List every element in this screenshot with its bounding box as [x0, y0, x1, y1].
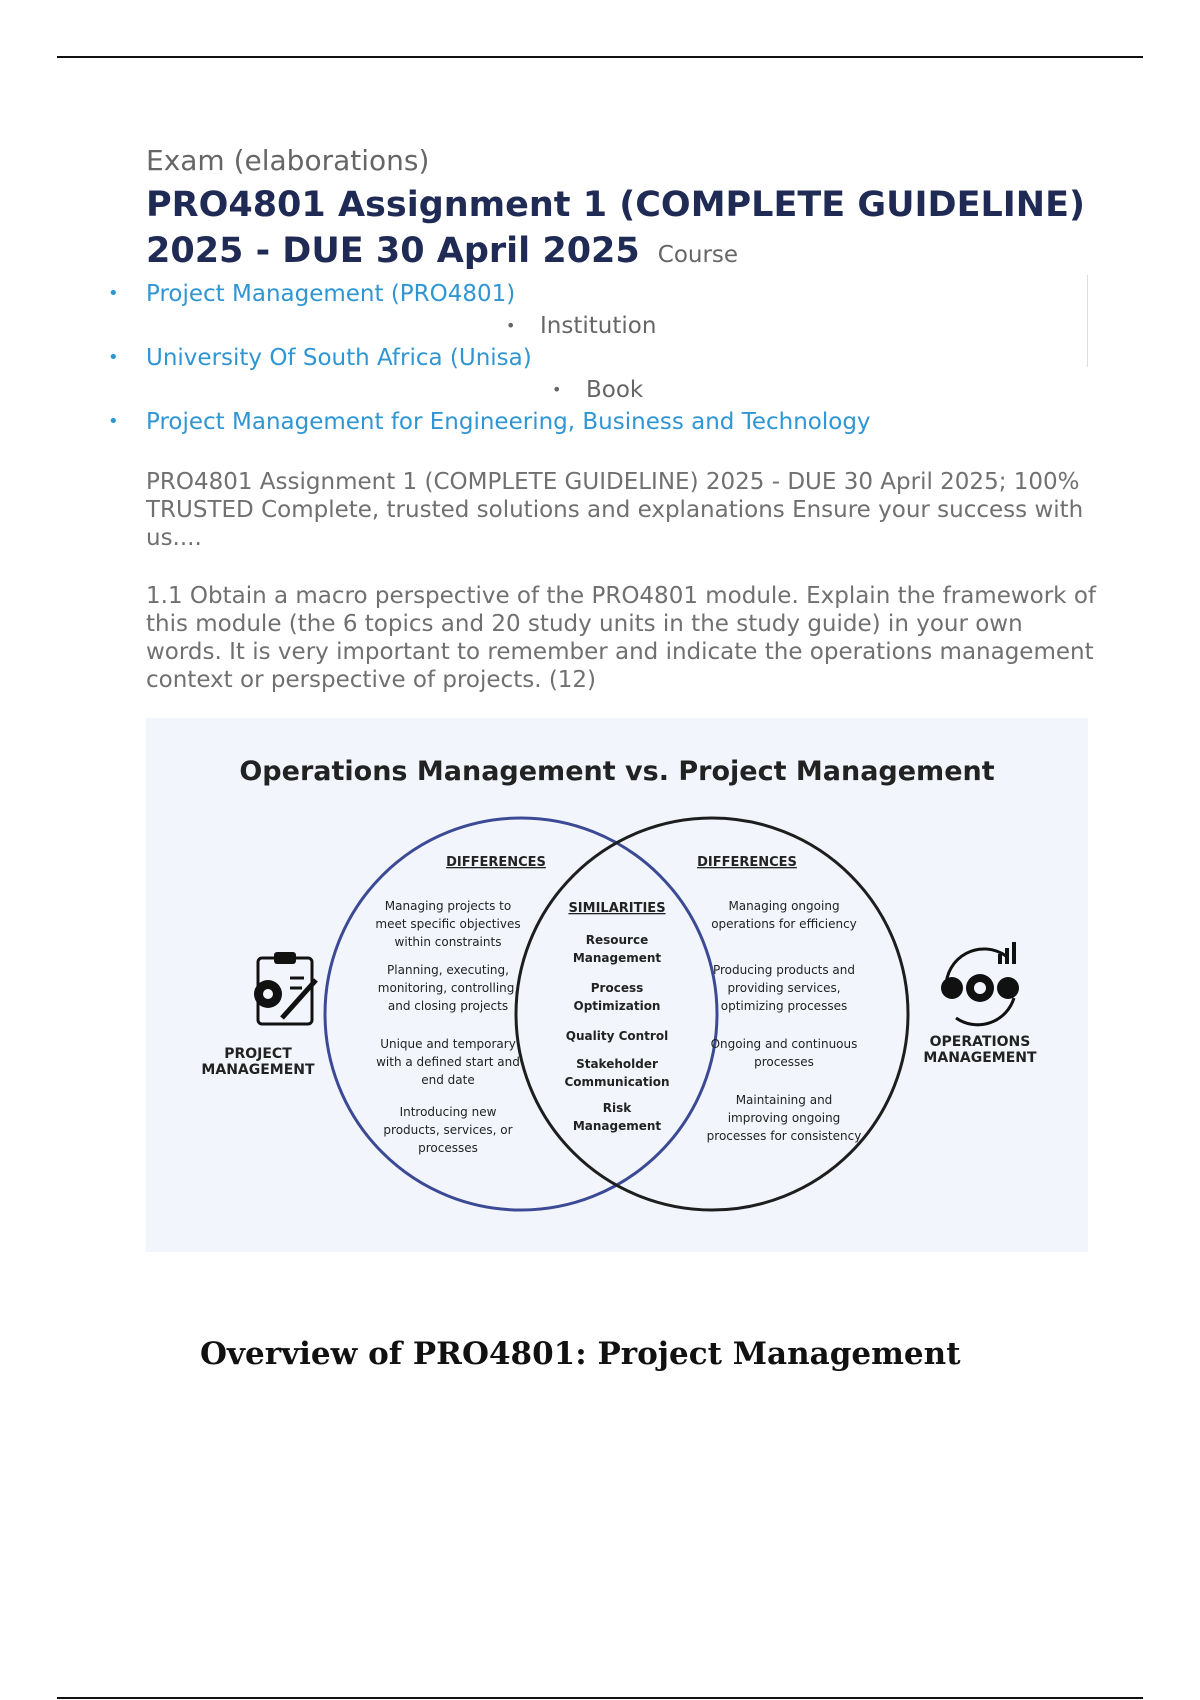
project-management-icon: [254, 952, 316, 1024]
middle-item: Management: [572, 1119, 662, 1133]
left-circle: [325, 818, 717, 1210]
bottom-rule: [57, 1697, 1143, 1699]
left-item: monitoring, controlling,: [377, 981, 519, 995]
middle-heading: SIMILARITIES: [568, 901, 666, 916]
middle-item: Stakeholder: [576, 1057, 658, 1071]
right-item: Producing products and: [712, 963, 856, 977]
left-label: MANAGEMENT: [201, 1062, 315, 1078]
left-item: Introducing new: [399, 1105, 497, 1119]
figure-title: Operations Management vs. Project Management: [239, 756, 995, 787]
left-item: Unique and temporary: [380, 1037, 516, 1051]
left-item: meet specific objectives: [375, 917, 521, 931]
right-item: Managing ongoing: [728, 899, 840, 913]
left-item: with a defined start and: [376, 1055, 520, 1069]
left-item: Planning, executing,: [387, 963, 509, 977]
top-rule: [57, 56, 1143, 58]
overview-heading: Overview of PRO4801: Project Management: [200, 1336, 961, 1372]
doc-meta: [146, 278, 1096, 438]
right-label: MANAGEMENT: [923, 1050, 1037, 1066]
left-item: end date: [421, 1073, 475, 1087]
right-item: processes: [754, 1055, 814, 1069]
book-link[interactable]: • Project Management for Engineering, Business and Technology: [146, 406, 1096, 438]
right-item: providing services,: [727, 981, 841, 995]
left-item: Managing projects to: [384, 899, 512, 913]
intro-paragraph: PRO4801 Assignment 1 (COMPLETE GUIDELINE) 2025 - DUE 30 April 2025; 100% TRUSTED Complete, trusted solutions and explanations Ensure your success with us....: [146, 469, 1084, 551]
left-item: within constraints: [394, 935, 502, 949]
middle-item: Process: [590, 981, 644, 995]
operations-management-icon: [941, 942, 1019, 1025]
middle-item: Management: [572, 951, 662, 965]
document-header: [146, 142, 1096, 694]
right-item: processes for consistency: [706, 1129, 862, 1143]
institution-link[interactable]: • University Of South Africa (Unisa): [146, 342, 1096, 374]
right-item: Ongoing and continuous: [710, 1037, 858, 1051]
right-item: operations for efficiency: [711, 917, 857, 931]
institution-label: • Institution: [540, 310, 1096, 342]
left-item: and closing projects: [387, 999, 509, 1013]
middle-item: Quality Control: [565, 1029, 669, 1043]
right-item: Maintaining and: [735, 1093, 833, 1107]
middle-item: Risk: [602, 1101, 632, 1115]
right-item: improving ongoing: [727, 1111, 841, 1125]
left-item: products, services, or: [383, 1123, 513, 1137]
right-heading: DIFFERENCES: [697, 855, 797, 870]
right-label: OPERATIONS: [929, 1034, 1031, 1050]
course-link[interactable]: • Project Management (PRO4801): [146, 278, 1096, 310]
doc-title-text: PRO4801 Assignment 1 (COMPLETE GUIDELINE) 2025 - DUE 30 April 2025: [146, 185, 1086, 271]
middle-item: Resource: [585, 933, 649, 947]
left-item: processes: [418, 1141, 478, 1155]
doc-title: [146, 182, 1096, 278]
right-circle: [516, 818, 908, 1210]
book-label: • Book: [586, 374, 1096, 406]
question-paragraph: 1.1 Obtain a macro perspective of the PRO4801 module. Explain the framework of this module (the 6 topics and 20 study units in the study guide) in your own words. It is very important to remember and indicate the operations management context or perspective of projects. (12): [146, 583, 1096, 693]
left-heading: DIFFERENCES: [446, 855, 546, 870]
left-label: PROJECT: [224, 1046, 292, 1062]
doc-type-label: Exam (elaborations): [146, 144, 430, 177]
venn-figure: [146, 718, 1088, 1252]
middle-item: Communication: [564, 1075, 670, 1089]
right-item: optimizing processes: [720, 999, 848, 1013]
middle-item: Optimization: [573, 999, 661, 1013]
course-label: Course: [657, 242, 739, 268]
venn-diagram: [146, 718, 1088, 1252]
meta-divider: [1087, 275, 1088, 367]
